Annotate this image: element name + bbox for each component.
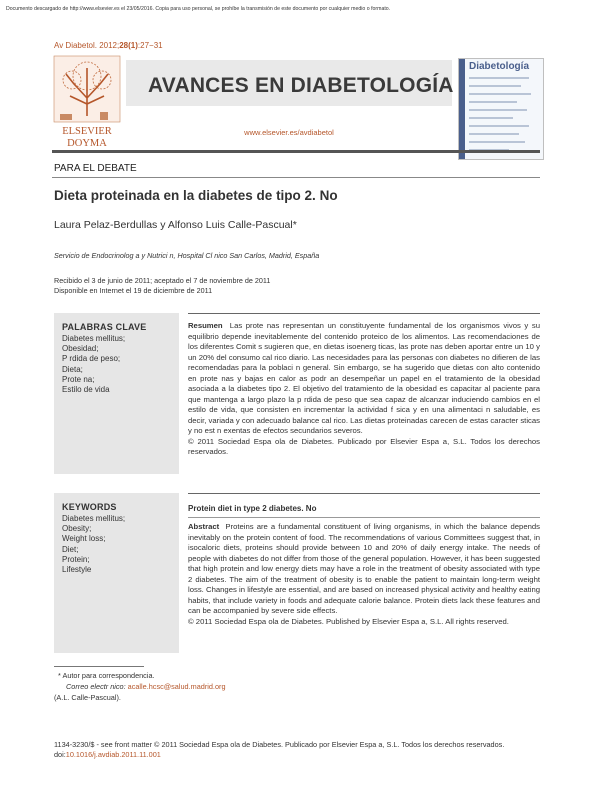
- download-notice: Documento descargado de http://www.elsevier.es el 23/05/2016. Copia para uso personal, se prohíbe la transmisión de este documento por cualquier medio o formato.: [6, 6, 391, 12]
- journal-url[interactable]: www.elsevier.es/avdiabetol: [244, 128, 334, 137]
- cover-line: [469, 93, 531, 95]
- email-owner: (A.L. Calle-Pascual).: [54, 693, 121, 702]
- journal-reference: [54, 41, 163, 50]
- article-dates: [54, 276, 270, 296]
- abstract-lead-es: Resumen: [188, 321, 223, 330]
- cover-line: [469, 125, 529, 127]
- author-note: * Autor para correspondencia.: [58, 671, 155, 680]
- doi-line: [54, 750, 504, 760]
- section-label: PARA EL DEBATE: [54, 163, 137, 174]
- keyword-item: Weight loss;: [62, 534, 106, 544]
- journal-ref-pages: :27−31: [137, 41, 163, 50]
- doi-prefix: doi:: [54, 750, 66, 759]
- journal-cover-thumbnail: [458, 58, 544, 160]
- abstract-divider-en: [188, 493, 540, 494]
- email-link[interactable]: acalle.hcsc@salud.madrid.org: [127, 682, 226, 691]
- keyword-item: Dieta;: [62, 364, 83, 374]
- keyword-item: Diabetes mellitus;: [62, 514, 126, 523]
- doi-link[interactable]: 10.1016/j.avdiab.2011.11.001: [65, 750, 161, 759]
- english-title: Protein diet in type 2 diabetes. No: [188, 504, 317, 513]
- keyword-item: Obesity;: [62, 524, 92, 534]
- abstract-es: [188, 321, 540, 458]
- keywords-list-es: [62, 334, 125, 395]
- footnote-divider: [54, 666, 144, 667]
- cover-line: [469, 141, 525, 143]
- email-label: Correo electr nico:: [66, 682, 126, 691]
- keyword-item: Estilo de vida: [62, 385, 110, 395]
- keywords-box-en: [54, 493, 179, 653]
- abstract-copyright-es: © 2011 Sociedad Espa ola de Diabetes. Publicado por Elsevier Espa a, S.L. Todos los derechos reservados.: [188, 436, 540, 456]
- abstract-divider-es: [188, 313, 540, 314]
- keywords-box-es: [54, 313, 179, 474]
- keyword-item: P rdida de peso;: [62, 354, 121, 364]
- journal-ref-volume: 28(1): [119, 41, 138, 50]
- received-date: Recibido el 3 de junio de 2011; aceptado el 7 de noviembre de 2011: [54, 276, 271, 285]
- keywords-title-en: KEYWORDS: [62, 502, 117, 512]
- available-date: Disponible en Internet el 19 de diciembre de 2011: [54, 286, 213, 295]
- keywords-list-en: [62, 514, 125, 575]
- article-title: Dieta proteinada en la diabetes de tipo 2. No: [54, 188, 338, 203]
- cover-title: Diabetología: [469, 61, 530, 72]
- keyword-item: Obesidad;: [62, 344, 99, 354]
- email-line: [66, 682, 226, 691]
- keyword-item: Diet;: [62, 544, 79, 554]
- keyword-item: Protein;: [62, 554, 90, 564]
- english-title-divider: [188, 517, 540, 518]
- keyword-item: Diabetes mellitus;: [62, 334, 126, 343]
- keyword-item: Prote na;: [62, 374, 95, 384]
- issn-block: [54, 740, 504, 760]
- article-authors: Laura Pelaz-Berdullas y Alfonso Luis Calle-Pascual*: [54, 219, 297, 231]
- logo-text-doyma: DOYMA: [67, 138, 107, 149]
- cover-line: [469, 77, 529, 79]
- cover-line: [469, 101, 517, 103]
- abstract-body-es: Las prote nas representan un constituyente fundamental de los organismos vivos y su equilibrio depende inevitablemente del contenido proteico de los alimentos. Las recomendaciones de los diferentes Comit s sugieren que, en dietas isoenerg ticas, las prote nas deben aportar entre un 10 y un 20% del consumo cal rico diario. Las necesidades para las personas con diabetes no difieren de las recomendadas para la poblaci n general. Sin embargo, se ha sugerido que dietas con alto contenido en prote nas y bajas en calor as podr an desempeñar un papel en el tratamiento de la obesidad asociada a la diabetes tipo 2. El objetivo del tratamiento de la obesidad es capacitar al paciente para que mantenga a largo plazo la p rdida de peso que sea capaz de alcanzar induciendo cambios en el estilo de vida, que consisten en incrementar la actividad f sica y en una alimentaci n saludable, es decir, variada y con adecuado balance cal rico. Las dietas proteinadas carecen de estas caracter sticas y no est n exentas de efectos secundarios severos.: [188, 321, 540, 435]
- journal-ref-prefix: Av Diabetol. 2012;: [54, 41, 120, 50]
- abstract-en: [188, 522, 540, 627]
- article-affiliation: Servicio de Endocrinolog a y Nutrici n, Hospital Cl nico San Carlos, Madrid, España: [54, 251, 320, 260]
- keyword-item: Lifestyle: [62, 565, 92, 575]
- issn-line: 1134-3230/$ - see front matter © 2011 Sociedad Espa ola de Diabetes. Publicado por Elsevier Espa a, S.L. Todos los derechos reservados.: [54, 740, 505, 749]
- journal-name: AVANCES EN DIABETOLOGÍA: [148, 74, 454, 97]
- elsevier-logo: [52, 54, 122, 152]
- cover-line: [469, 133, 519, 135]
- abstract-lead-en: Abstract: [188, 522, 220, 531]
- logo-text-elsevier: ELSEVIER: [62, 126, 112, 137]
- cover-line: [469, 117, 513, 119]
- cover-stripe: [459, 59, 465, 159]
- keywords-title-es: PALABRAS CLAVE: [62, 322, 147, 332]
- header-divider: [52, 150, 540, 153]
- abstract-body-en: Proteins are a fundamental constituent of living organisms, in which the balance depends inevitably on the protein content of food. The recommendations of various Committees suggest that, in isocaloric diets, proteins should provide between 10 and 20% of daily energy intake. The needs of people with diabetes do not differ from those of the general population. However, it has been suggested that high protein and low energy diets may have a role in the treatment of obesity associated with type 2 diabetes. The aim of the treatment of obesity is to enable the patient to maintain long-term weight loss. Changes in lifestyle are essential, and are based on increased physical activity and healthy eating habits, that include variety in foods and adequate calorie balance. Protein diets lack these features and can be accompanied by severe side effects.: [188, 522, 541, 615]
- abstract-copyright-en: © 2011 Sociedad Espa ola de Diabetes. Published by Elsevier Espa a, S.L. All rights reserved.: [188, 616, 509, 626]
- section-divider: [52, 177, 540, 178]
- cover-line: [469, 85, 521, 87]
- cover-line: [469, 109, 527, 111]
